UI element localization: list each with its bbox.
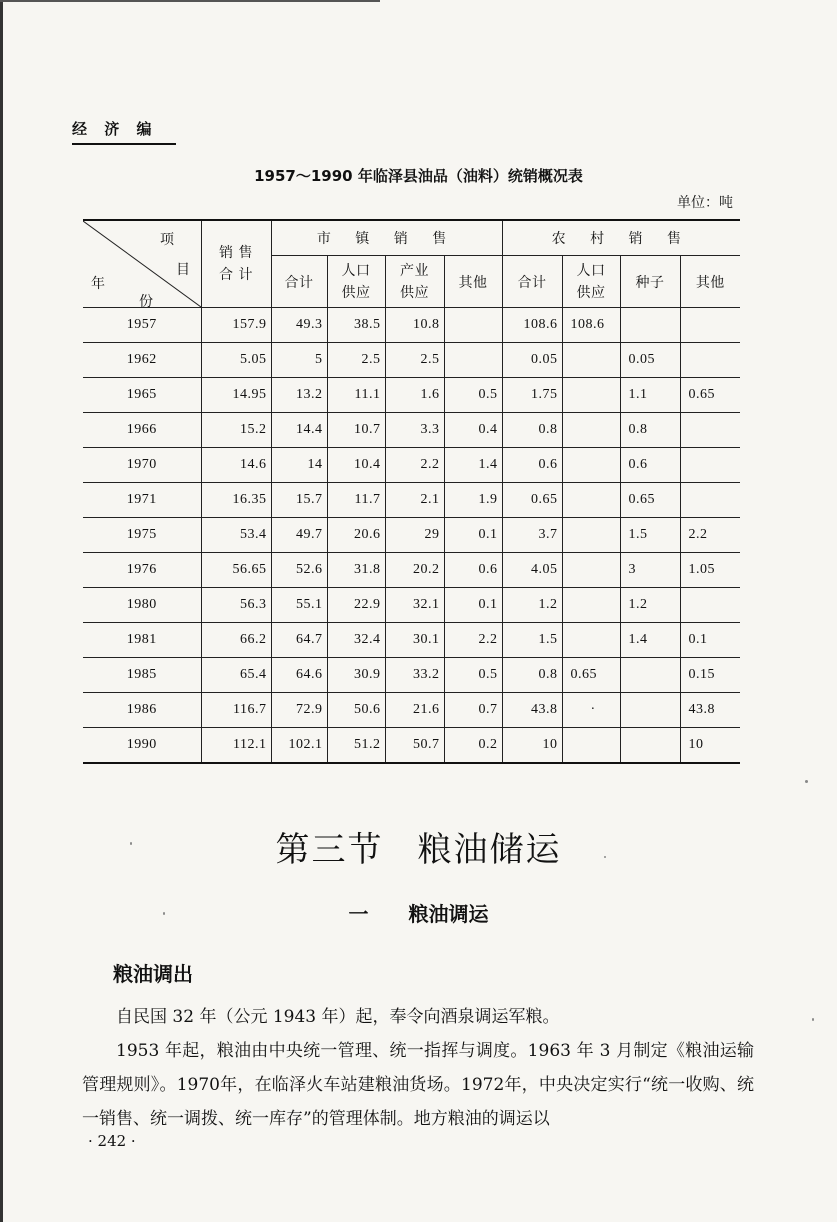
paragraph-2: 1953 年起，粮油由中央统一管理、统一指挥与调度。1963 年 3 月制定《粮油运输管理规则》。1970年，在临泽火车站建粮油货场。1972年，中央决定实行“统一收购、统一销售、统一调拨、统一库存”的管理体制。地方粮油的调运以 xyxy=(82,1041,754,1129)
header-urban-other: 其他 xyxy=(444,256,502,308)
year-cell: 1971 xyxy=(83,483,201,518)
value-cell: 20.6 xyxy=(327,518,385,553)
scan-speck xyxy=(163,912,165,915)
value-cell: 29 xyxy=(385,518,444,553)
value-cell: 0.6 xyxy=(444,553,502,588)
value-cell: 0.7 xyxy=(444,693,502,728)
value-cell: 1.5 xyxy=(620,518,680,553)
value-cell: 5 xyxy=(271,343,327,378)
value-cell: 0.4 xyxy=(444,413,502,448)
running-header xyxy=(72,118,176,145)
header-rural-other: 其他 xyxy=(680,256,740,308)
value-cell: 108.6 xyxy=(502,308,562,343)
value-cell: 55.1 xyxy=(271,588,327,623)
subsection-title xyxy=(0,898,837,927)
value-cell xyxy=(562,588,620,623)
table-row xyxy=(83,588,740,623)
value-cell: 0.65 xyxy=(502,483,562,518)
value-cell: 15.2 xyxy=(201,413,271,448)
value-cell: 49.7 xyxy=(271,518,327,553)
value-cell: · xyxy=(562,693,620,728)
value-cell: 32.4 xyxy=(327,623,385,658)
value-cell: 0.8 xyxy=(502,413,562,448)
value-cell: 0.65 xyxy=(620,483,680,518)
value-cell: 112.1 xyxy=(201,728,271,764)
value-cell: 0.8 xyxy=(502,658,562,693)
value-cell: 14 xyxy=(271,448,327,483)
table-row xyxy=(83,308,740,343)
header-urban-industry-line1: 产业 xyxy=(400,262,429,279)
section-number: 第三节 xyxy=(275,830,384,870)
value-cell xyxy=(620,728,680,764)
year-cell: 1985 xyxy=(83,658,201,693)
table-unit: 单位：吨 xyxy=(677,195,733,211)
value-cell: 1.5 xyxy=(502,623,562,658)
value-cell: 0.6 xyxy=(620,448,680,483)
value-cell xyxy=(444,308,502,343)
top-rule xyxy=(0,0,380,2)
header-rural-population-line2: 供应 xyxy=(576,284,606,301)
header-urban-industry xyxy=(385,256,444,308)
value-cell xyxy=(562,623,620,658)
value-cell: 32.1 xyxy=(385,588,444,623)
value-cell: 10.7 xyxy=(327,413,385,448)
value-cell: 38.5 xyxy=(327,308,385,343)
table-row xyxy=(83,728,740,764)
value-cell: 22.9 xyxy=(327,588,385,623)
value-cell: 2.5 xyxy=(385,343,444,378)
section-name: 粮油储运 xyxy=(417,830,562,870)
year-cell: 1990 xyxy=(83,728,201,764)
value-cell: 13.2 xyxy=(271,378,327,413)
value-cell: 10.8 xyxy=(385,308,444,343)
scan-speck xyxy=(812,1018,814,1021)
year-cell: 1970 xyxy=(83,448,201,483)
value-cell: 21.6 xyxy=(385,693,444,728)
header-rural-population xyxy=(562,256,620,308)
value-cell: 2.2 xyxy=(444,623,502,658)
value-cell: 1.9 xyxy=(444,483,502,518)
value-cell: 65.4 xyxy=(201,658,271,693)
value-cell: 108.6 xyxy=(562,308,620,343)
table-title: 1957～1990 年临泽县油品（油料）统销概况表 xyxy=(254,167,583,185)
header-rural-population-line1: 人口 xyxy=(576,262,606,279)
value-cell: 3 xyxy=(620,553,680,588)
value-cell xyxy=(562,343,620,378)
value-cell: 2.1 xyxy=(385,483,444,518)
header-sales-total-line2: 合 计 xyxy=(219,267,253,283)
value-cell xyxy=(620,658,680,693)
table-row xyxy=(83,553,740,588)
value-cell: 116.7 xyxy=(201,693,271,728)
value-cell: 15.7 xyxy=(271,483,327,518)
table-row xyxy=(83,413,740,448)
value-cell xyxy=(680,588,740,623)
value-cell xyxy=(562,553,620,588)
value-cell: 14.4 xyxy=(271,413,327,448)
value-cell xyxy=(680,308,740,343)
value-cell: 20.2 xyxy=(385,553,444,588)
diag-year-1: 年 xyxy=(91,276,106,292)
value-cell: 53.4 xyxy=(201,518,271,553)
value-cell: 0.5 xyxy=(444,658,502,693)
table-row xyxy=(83,658,740,693)
value-cell xyxy=(562,413,620,448)
table-row xyxy=(83,518,740,553)
subsection-name: 粮油调运 xyxy=(408,902,489,926)
diag-item-1: 项 xyxy=(160,232,175,248)
header-row-1 xyxy=(83,220,740,256)
year-cell: 1966 xyxy=(83,413,201,448)
value-cell: 157.9 xyxy=(201,308,271,343)
value-cell: 1.2 xyxy=(502,588,562,623)
year-cell: 1976 xyxy=(83,553,201,588)
value-cell: 56.3 xyxy=(201,588,271,623)
value-cell: 4.05 xyxy=(502,553,562,588)
subsection-number: 一 xyxy=(348,902,369,926)
header-rural-total: 合计 xyxy=(502,256,562,308)
scan-speck xyxy=(130,842,132,845)
table-row xyxy=(83,448,740,483)
table-row xyxy=(83,483,740,518)
value-cell: 0.1 xyxy=(680,623,740,658)
value-cell: 10.4 xyxy=(327,448,385,483)
value-cell: 0.2 xyxy=(444,728,502,764)
year-cell: 1980 xyxy=(83,588,201,623)
header-urban-population xyxy=(327,256,385,308)
value-cell xyxy=(620,693,680,728)
value-cell: 0.05 xyxy=(502,343,562,378)
value-cell: 1.1 xyxy=(620,378,680,413)
value-cell: 1.6 xyxy=(385,378,444,413)
value-cell xyxy=(620,308,680,343)
header-urban-population-line1: 人口 xyxy=(341,262,371,279)
value-cell: 43.8 xyxy=(502,693,562,728)
year-cell: 1962 xyxy=(83,343,201,378)
header-urban-sales: 市 镇 销 售 xyxy=(271,220,502,256)
value-cell: 2.5 xyxy=(327,343,385,378)
value-cell: 0.1 xyxy=(444,588,502,623)
value-cell: 66.2 xyxy=(201,623,271,658)
page-number: · 242 · xyxy=(88,1132,136,1150)
value-cell: 50.6 xyxy=(327,693,385,728)
header-urban-population-line2: 供应 xyxy=(341,284,371,301)
value-cell: 14.6 xyxy=(201,448,271,483)
diag-item-2: 目 xyxy=(176,262,191,278)
value-cell xyxy=(562,448,620,483)
value-cell xyxy=(444,343,502,378)
value-cell xyxy=(562,728,620,764)
table-row xyxy=(83,693,740,728)
value-cell xyxy=(562,518,620,553)
diag-year-2: 份 xyxy=(139,294,154,310)
value-cell: 102.1 xyxy=(271,728,327,764)
year-cell: 1965 xyxy=(83,378,201,413)
value-cell: 1.2 xyxy=(620,588,680,623)
value-cell: 56.65 xyxy=(201,553,271,588)
value-cell: 1.4 xyxy=(444,448,502,483)
value-cell: 14.95 xyxy=(201,378,271,413)
value-cell: 5.05 xyxy=(201,343,271,378)
value-cell xyxy=(562,378,620,413)
value-cell: 10 xyxy=(502,728,562,764)
table-row xyxy=(83,623,740,658)
value-cell: 64.6 xyxy=(271,658,327,693)
value-cell: 49.3 xyxy=(271,308,327,343)
value-cell: 2.2 xyxy=(680,518,740,553)
header-section-label: 经 济 编 xyxy=(72,120,158,138)
value-cell: 0.6 xyxy=(502,448,562,483)
table-row xyxy=(83,343,740,378)
value-cell xyxy=(680,343,740,378)
value-cell: 11.7 xyxy=(327,483,385,518)
value-cell: 3.3 xyxy=(385,413,444,448)
value-cell xyxy=(562,483,620,518)
value-cell: 50.7 xyxy=(385,728,444,764)
value-cell: 33.2 xyxy=(385,658,444,693)
scan-speck xyxy=(604,856,606,858)
header-rural-seed: 种子 xyxy=(620,256,680,308)
table-row xyxy=(83,378,740,413)
header-urban-industry-line2: 供应 xyxy=(400,284,429,301)
section-title xyxy=(0,822,837,871)
header-rural-sales: 农 村 销 售 xyxy=(502,220,740,256)
year-cell: 1986 xyxy=(83,693,201,728)
value-cell: 52.6 xyxy=(271,553,327,588)
value-cell: 3.7 xyxy=(502,518,562,553)
header-urban-total: 合计 xyxy=(271,256,327,308)
header-sales-total xyxy=(201,220,271,308)
value-cell: 64.7 xyxy=(271,623,327,658)
value-cell: 0.1 xyxy=(444,518,502,553)
year-cell: 1981 xyxy=(83,623,201,658)
subheading: 粮油调出 xyxy=(113,962,193,986)
oil-sales-table xyxy=(83,219,740,764)
year-cell: 1957 xyxy=(83,308,201,343)
value-cell: 16.35 xyxy=(201,483,271,518)
value-cell: 11.1 xyxy=(327,378,385,413)
value-cell: 2.2 xyxy=(385,448,444,483)
value-cell: 30.1 xyxy=(385,623,444,658)
value-cell xyxy=(680,413,740,448)
scan-speck xyxy=(805,780,808,783)
value-cell: 31.8 xyxy=(327,553,385,588)
value-cell: 0.5 xyxy=(444,378,502,413)
diagonal-header-cell xyxy=(83,220,201,308)
value-cell: 51.2 xyxy=(327,728,385,764)
value-cell: 43.8 xyxy=(680,693,740,728)
value-cell: 1.4 xyxy=(620,623,680,658)
value-cell: 72.9 xyxy=(271,693,327,728)
header-sales-total-line1: 销 售 xyxy=(219,245,253,261)
value-cell: 0.65 xyxy=(680,378,740,413)
value-cell: 0.65 xyxy=(562,658,620,693)
value-cell: 0.15 xyxy=(680,658,740,693)
paragraph-1: 自民国 32 年（公元 1943 年）起，奉令向酒泉调运军粮。 xyxy=(116,1007,560,1027)
value-cell: 1.05 xyxy=(680,553,740,588)
value-cell: 10 xyxy=(680,728,740,764)
value-cell: 30.9 xyxy=(327,658,385,693)
value-cell: 0.8 xyxy=(620,413,680,448)
value-cell xyxy=(680,448,740,483)
value-cell xyxy=(680,483,740,518)
value-cell: 0.05 xyxy=(620,343,680,378)
value-cell: 1.75 xyxy=(502,378,562,413)
year-cell: 1975 xyxy=(83,518,201,553)
